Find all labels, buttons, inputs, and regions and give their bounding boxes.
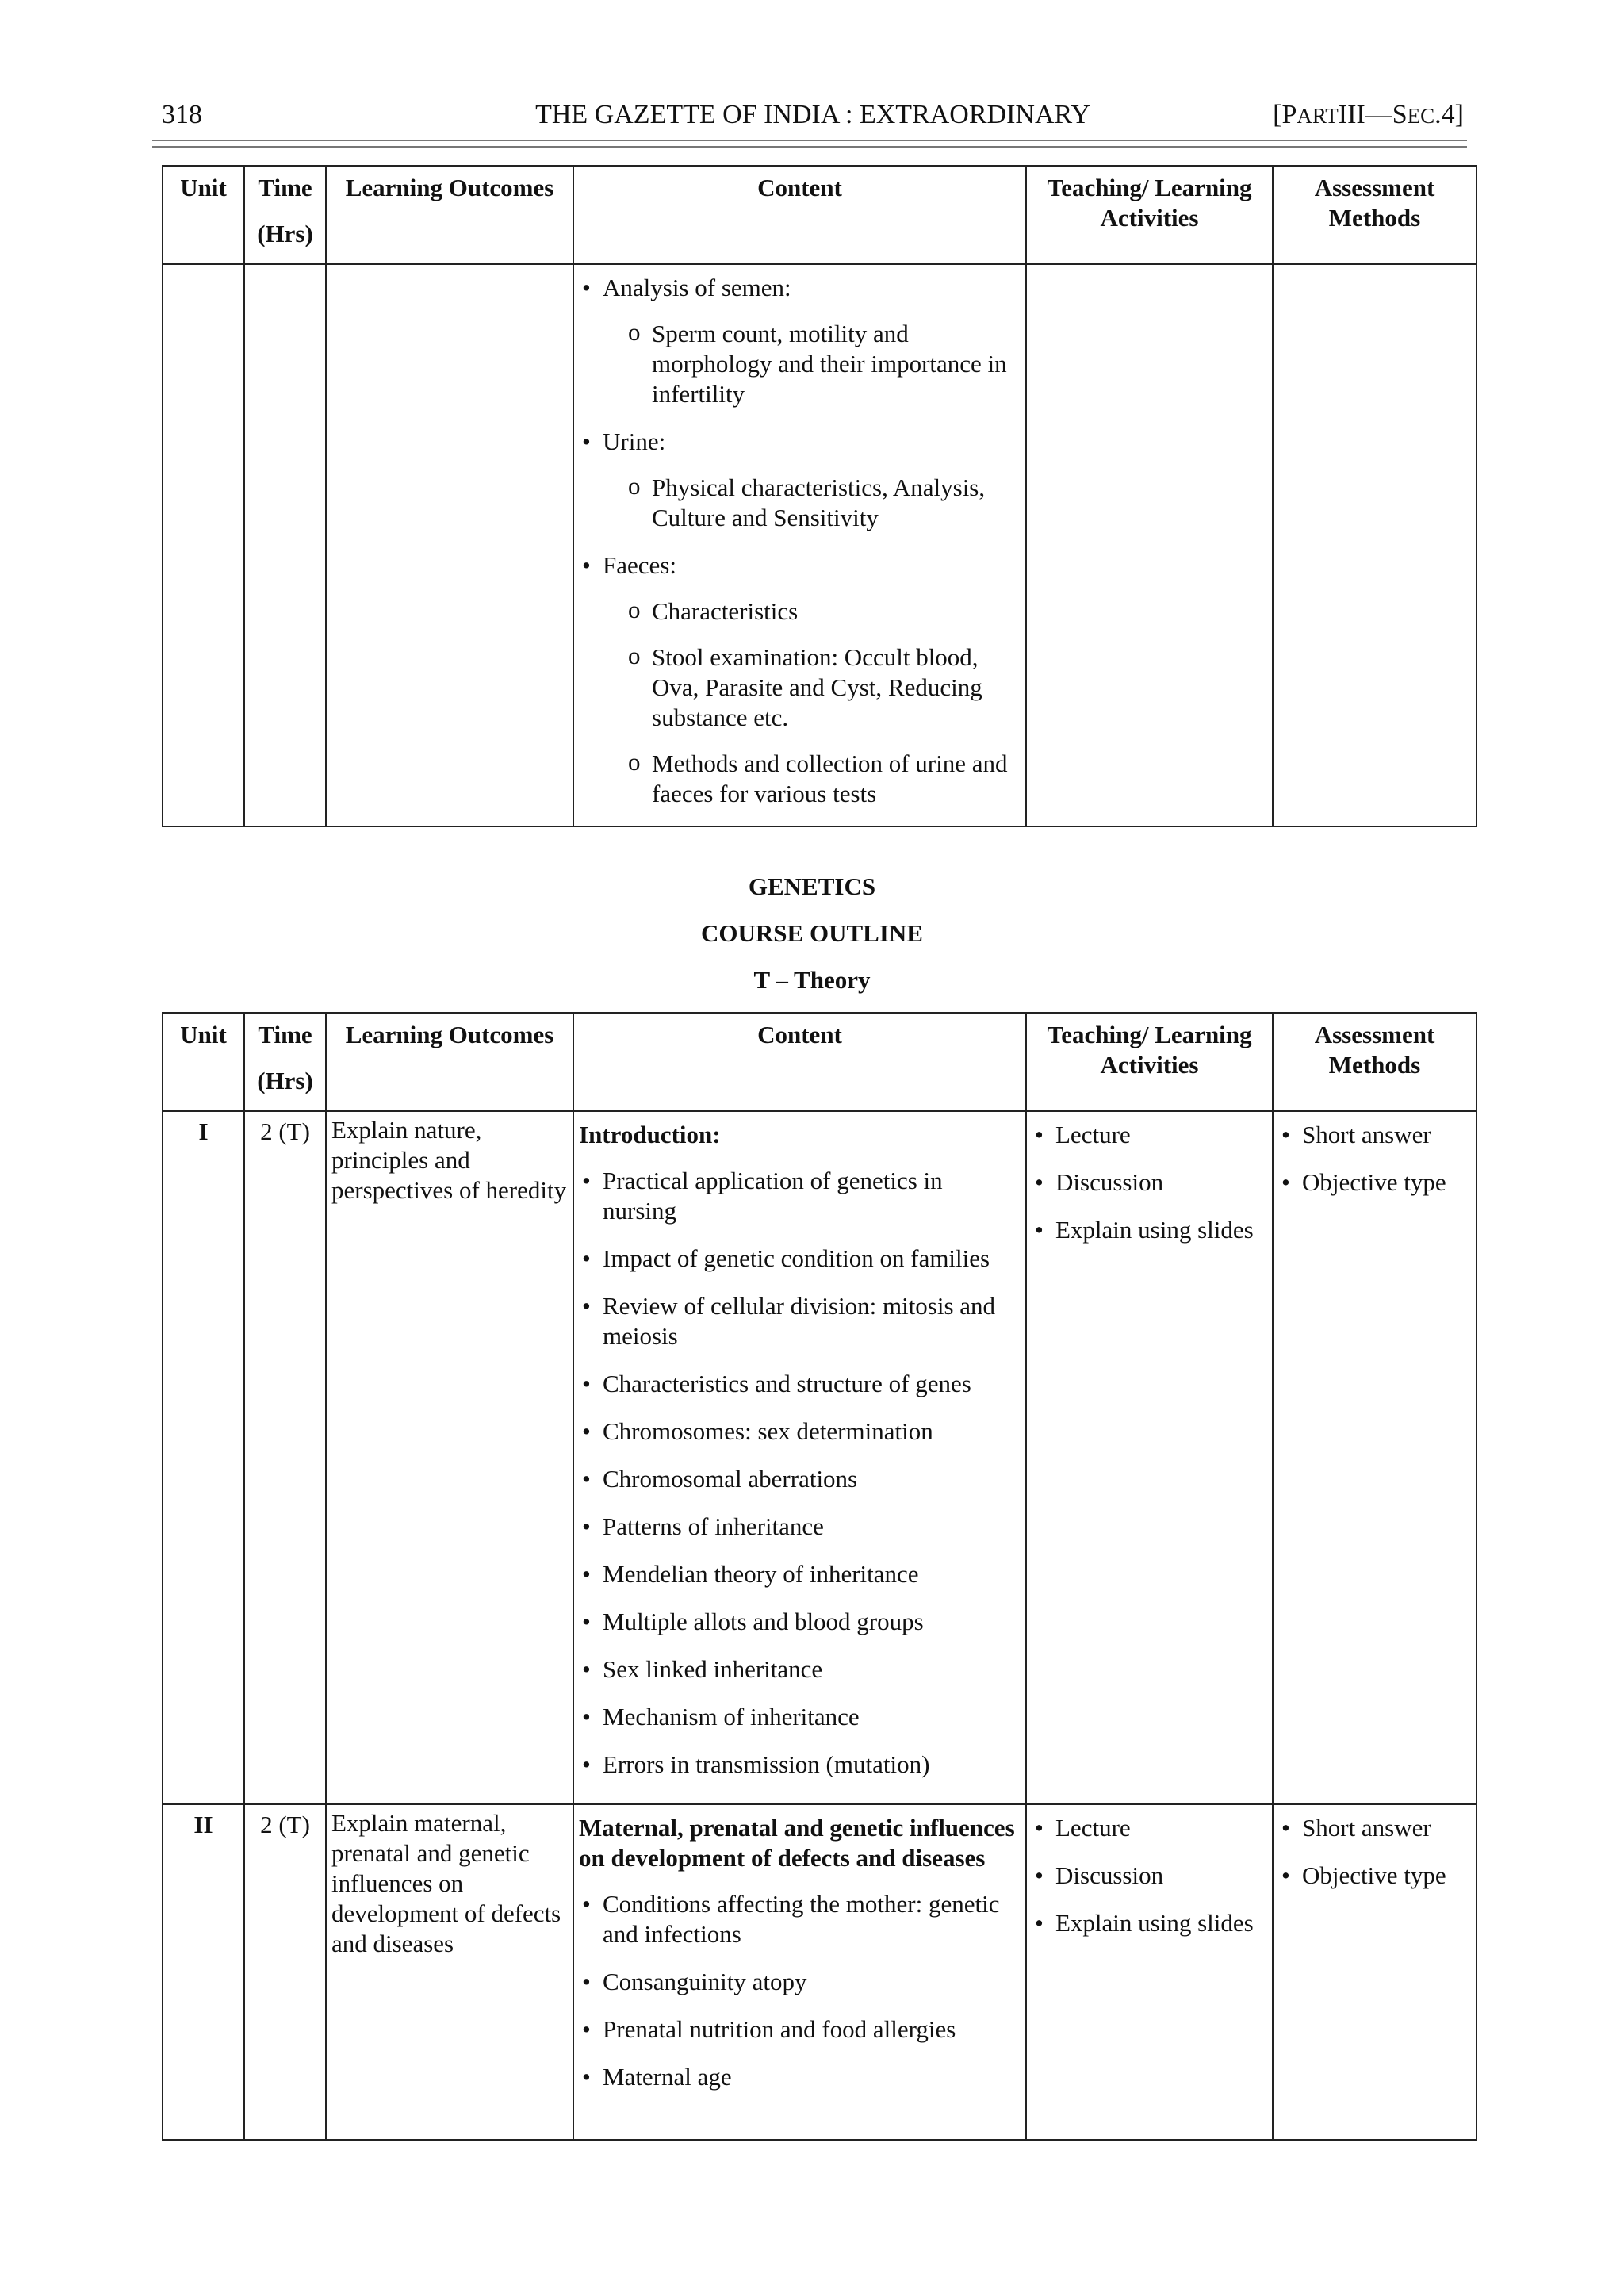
col-learning-outcomes: Learning Outcomes [326, 166, 573, 264]
time-cell: 2 (T) [244, 1804, 326, 2140]
continuation-table [162, 165, 1477, 827]
table-row [163, 1111, 1477, 1804]
table-header-row [163, 166, 1477, 264]
activities-cell [1026, 1804, 1273, 2140]
list-item: • Lecture [1032, 1120, 1267, 1150]
table-row [163, 264, 1477, 826]
genetics-table [162, 1012, 1477, 2141]
page-header [162, 95, 1464, 140]
list-item: • Sex linked inheritance [579, 1654, 1021, 1685]
list-item: • Patterns of inheritance [579, 1512, 1021, 1542]
col-unit: Unit [163, 166, 244, 264]
list-item: • Objective type [1278, 1167, 1471, 1198]
list-item: • Short answer [1278, 1813, 1471, 1843]
list-item: • Conditions affecting the mother: genetic and infections [579, 1889, 1021, 1949]
list-item: • Discussion [1032, 1861, 1267, 1891]
list-item: • Mechanism of inheritance [579, 1702, 1021, 1732]
header-rule-top [152, 140, 1467, 141]
list-item: • Multiple allots and blood groups [579, 1607, 1021, 1637]
col-assessment: Assessment Methods [1273, 166, 1477, 264]
table-header-row [163, 1013, 1477, 1111]
list-item: • Urine: o Physical characteristics, Analysis, Culture and Sensitivity [579, 427, 1021, 533]
col-unit: Unit [163, 1013, 244, 1111]
col-time: Time (Hrs) [244, 1013, 326, 1111]
part-section-label: [PARTIII—SEC.4] [1273, 100, 1464, 129]
col-assessment: Assessment Methods [1273, 1013, 1477, 1111]
header-rule-bottom [152, 146, 1467, 148]
gazette-title: THE GAZETTE OF INDIA : EXTRAORDINARY [535, 100, 1090, 129]
list-item: • Discussion [1032, 1167, 1267, 1198]
list-item: • Errors in transmission (mutation) [579, 1750, 1021, 1780]
unit-cell: I [163, 1111, 244, 1804]
col-content: Content [573, 166, 1026, 264]
list-item: • Chromosomes: sex determination [579, 1416, 1021, 1447]
col-learning-outcomes: Learning Outcomes [326, 1013, 573, 1111]
list-item: • Review of cellular division: mitosis and meiosis [579, 1291, 1021, 1351]
time-cell: 2 (T) [244, 1111, 326, 1804]
col-activities: Teaching/ Learning Activities [1026, 1013, 1273, 1111]
list-item: • Practical application of genetics in nursing [579, 1166, 1021, 1226]
outcomes-cell: Explain maternal, prenatal and genetic influences on development of defects and diseases [326, 1804, 573, 2140]
assessment-cell [1273, 1804, 1477, 2140]
content-cell [573, 264, 1026, 826]
list-item: • Explain using slides [1032, 1908, 1267, 1938]
list-item: • Consanguinity atopy [579, 1967, 1021, 1997]
list-item: • Explain using slides [1032, 1215, 1267, 1245]
col-activities: Teaching/ Learning Activities [1026, 166, 1273, 264]
content-cell [573, 1111, 1026, 1804]
activities-cell [1026, 1111, 1273, 1804]
list-item: • Chromosomal aberrations [579, 1464, 1021, 1494]
col-time: Time (Hrs) [244, 166, 326, 264]
list-item: • Short answer [1278, 1120, 1471, 1150]
content-title: Maternal, prenatal and genetic influences on development of defects and diseases [579, 1814, 1015, 1872]
list-item: • Faeces: o Characteristics o Stool examination: Occult blood, Ova, Parasite and Cyst, Reducing substance etc. o Methods and collection of urine and faeces for various tests [579, 550, 1021, 809]
sub-list-item: o Sperm count, motility and morphology and their importance in infertility [603, 319, 1021, 409]
sub-list-item: o Characteristics [603, 596, 1021, 627]
table-row [163, 1804, 1477, 2140]
list-item: • Objective type [1278, 1861, 1471, 1891]
list-item: • Impact of genetic condition on families [579, 1244, 1021, 1274]
content-cell [573, 1804, 1026, 2140]
content-title: Introduction: [579, 1121, 721, 1148]
list-item: • Prenatal nutrition and food allergies [579, 2014, 1021, 2045]
unit-cell: II [163, 1804, 244, 2140]
list-item: • Analysis of semen: o Sperm count, motility and morphology and their importance in infertility [579, 273, 1021, 409]
list-item: • Mendelian theory of inheritance [579, 1559, 1021, 1589]
section-theory-label: T – Theory [753, 966, 871, 994]
page-number: 318 [162, 100, 202, 129]
sub-list-item: o Methods and collection of urine and faeces for various tests [603, 749, 1021, 809]
list-item: • Characteristics and structure of genes [579, 1369, 1021, 1399]
section-subtitle: COURSE OUTLINE [701, 919, 923, 947]
sub-list-item: o Physical characteristics, Analysis, Culture and Sensitivity [603, 473, 1021, 533]
col-content: Content [573, 1013, 1026, 1111]
list-item: • Maternal age [579, 2062, 1021, 2092]
section-title: GENETICS [748, 872, 876, 900]
list-item: • Lecture [1032, 1813, 1267, 1843]
sub-list-item: o Stool examination: Occult blood, Ova, Parasite and Cyst, Reducing substance etc. [603, 642, 1021, 733]
assessment-cell [1273, 1111, 1477, 1804]
outcomes-cell: Explain nature, principles and perspectives of heredity [326, 1111, 573, 1804]
